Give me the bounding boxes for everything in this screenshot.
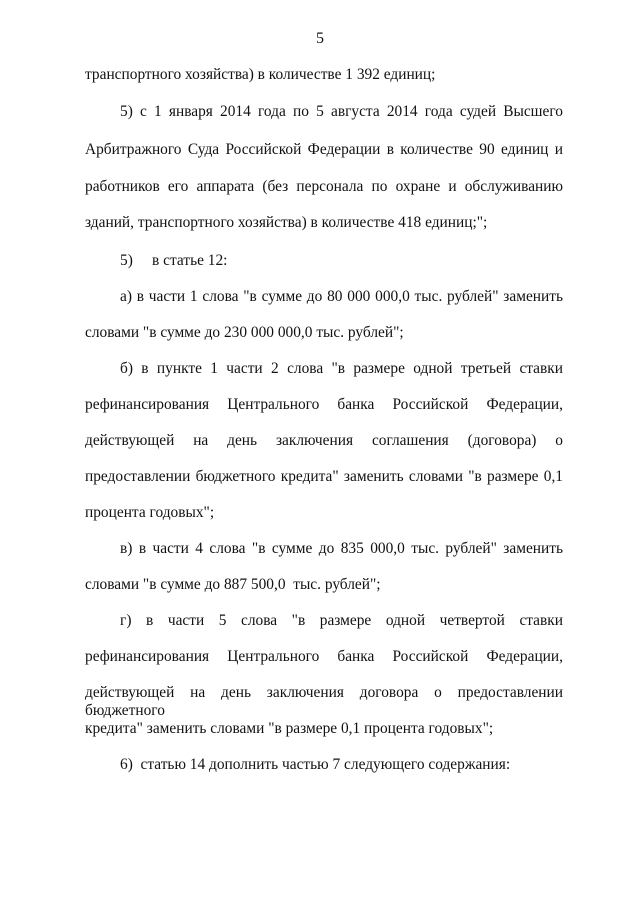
text-line: зданий, транспортного хозяйства) в количестве 418 единиц;"; — [85, 214, 488, 231]
text-line: предоставлении бюджетного кредита" заменить словами "в размере 0,1 — [85, 468, 563, 485]
text-line: словами "в сумме до 887 500,0 тыс. рублей"; — [85, 576, 381, 593]
text-line: работников его аппарата (без персонала по охране и обслуживанию — [85, 178, 563, 195]
text-line: транспортного хозяйства) в количестве 1 392 единиц; — [85, 66, 436, 83]
text-line: Арбитражного Суда Российской Федерации в количестве 90 единиц и — [85, 141, 563, 158]
text-line: словами "в сумме до 230 000 000,0 тыс. рублей"; — [85, 324, 404, 341]
text-line: в) в части 4 слова "в сумме до 835 000,0 тыс. рублей" заменить — [120, 540, 563, 557]
text-line: 5) с 1 января 2014 года по 5 августа 2014 года судей Высшего — [120, 103, 563, 120]
text-line: 5) в статье 12: — [120, 252, 228, 269]
text-line: кредита" заменить словами "в размере 0,1 процента годовых"; — [85, 720, 494, 737]
text-line: 6) статью 14 дополнить частью 7 следующего содержания: — [120, 756, 511, 773]
text-line: действующей на день заключения договора о предоставлении бюджетного — [85, 684, 563, 719]
text-line: процента годовых"; — [85, 504, 215, 521]
text-line: а) в части 1 слова "в сумме до 80 000 000,0 тыс. рублей" заменить — [120, 288, 563, 305]
text-line: рефинансирования Центрального банка Российской Федерации, — [85, 648, 563, 665]
text-line: б) в пункте 1 части 2 слова "в размере одной третьей ставки — [120, 360, 563, 377]
text-line: рефинансирования Центрального банка Российской Федерации, — [85, 396, 563, 413]
text-line: действующей на день заключения соглашения (договора) о — [85, 432, 563, 449]
page-number: 5 — [316, 30, 324, 47]
text-line: г) в части 5 слова "в размере одной четвертой ставки — [120, 612, 563, 629]
